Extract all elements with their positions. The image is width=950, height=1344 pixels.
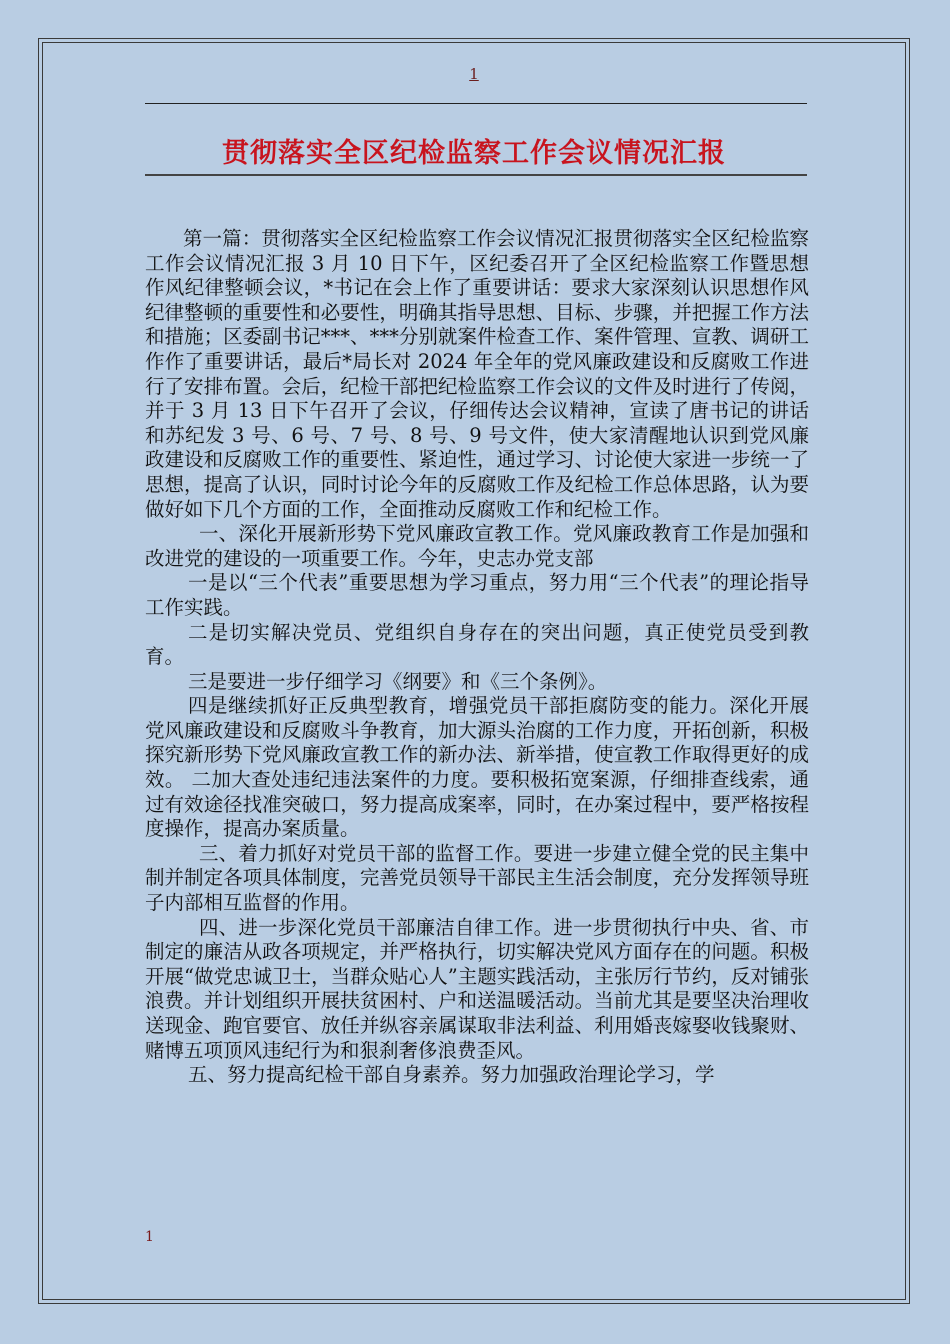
title-divider <box>145 174 807 176</box>
paragraph: 五、努力提高纪检干部自身素养。努力加强政治理论学习，学 <box>188 1063 715 1087</box>
paragraph: 二是切实解决党员、党组织自身存在的突出问题，真正使党员受到教育。 <box>145 620 809 669</box>
paragraph: 三是要进一步仔细学习《纲要》和《三个条例》。 <box>188 669 608 693</box>
document-title: 贯彻落实全区纪检监察工作会议情况汇报 <box>222 138 726 169</box>
header-divider <box>145 103 807 104</box>
paragraph: 一、深化开展新形势下党风廉政宣教工作。党风廉政教育工作是加强和改进党的建设的一项重要工作。今年，史志办党支部 <box>145 522 809 570</box>
paragraph: 一是以“三个代表”重要思想为学习重点，努力用“三个代表”的理论指导工作实践。 <box>145 571 809 619</box>
document-body <box>145 227 809 1088</box>
paragraph: 三、着力抓好对党员干部的监督工作。要进一步建立健全党的民主集中制并制定各项具体制度，完善党员领导干部民主生活会制度，充分发挥领导班子内部相互监督的作用。 <box>145 841 809 915</box>
footer-page-number: 1 <box>145 1229 154 1245</box>
header-page-number: 1 <box>469 65 479 83</box>
paragraph: 四、进一步深化党员干部廉洁自律工作。进一步贯彻执行中央、省、市制定的廉洁从政各项规定，并严格执行，切实解决党风方面存在的问题。积极开展“做党忠诚卫士，当群众贴心人”主题实践活动，主张厉行节约，反对铺张浪费。并计划组织开展扶贫困村、户和送温暖活动。当前尤其是要坚决治理收送现金、跑官要官、放任并纵容亲属谋取非法利益、利用婚丧嫁娶收钱聚财、赌博五项顶风违纪行为和狠刹奢侈浪费歪风。 <box>145 915 809 1062</box>
paragraph: 四是继续抓好正反典型教育，增强党员干部拒腐防变的能力。深化开展党风廉政建设和反腐败斗争教育，加大源头治腐的工作力度，开拓创新，积极探究新形势下党风廉政宣教工作的新办法、新举措，使宣教工作取得更好的成效。 二加大查处违纪违法案件的力度。要积极拓宽案源，仔细排查线索，通过有效途径找准突破口，努力提高成案率，同时，在办案过程中，要严格按程度操作，提高办案质量。 <box>145 694 809 841</box>
document-page <box>38 38 910 1304</box>
paragraph: 第一篇：贯彻落实全区纪检监察工作会议情况汇报贯彻落实全区纪检监察工作会议情况汇报 3 月 10 日下午，区纪委召开了全区纪检监察工作暨思想作风纪律整顿会议，*书记在会上作了重要讲话：要求大家深刻认识思想作风纪律整顿的重要性和必要性，明确其指导思想、目标、步骤，并把握工作方法和措施；区委副书记***、***分别就案件检查工作、案件管理、宣教、调研工作作了重要讲话，最后*局长对 2024 年全年的党风廉政建设和反腐败工作进行了安排布置。会后，纪检干部把纪检监察工作会议的文件及时进行了传阅，并于 3 月 13 日下午召开了会议，仔细传达会议精神，宣读了唐书记的讲话和苏纪发 3 号、6 号、7 号、8 号、9 号文件，使大家清醒地认识到党风廉政建设和反腐败工作的重要性、紧迫性，通过学习、讨论使大家进一步统一了思想，提高了认识，同时讨论今年的反腐败工作及纪检工作总体思路，认为要做好如下几个方面的工作，全面推动反腐败工作和纪检工作。 <box>145 227 809 521</box>
